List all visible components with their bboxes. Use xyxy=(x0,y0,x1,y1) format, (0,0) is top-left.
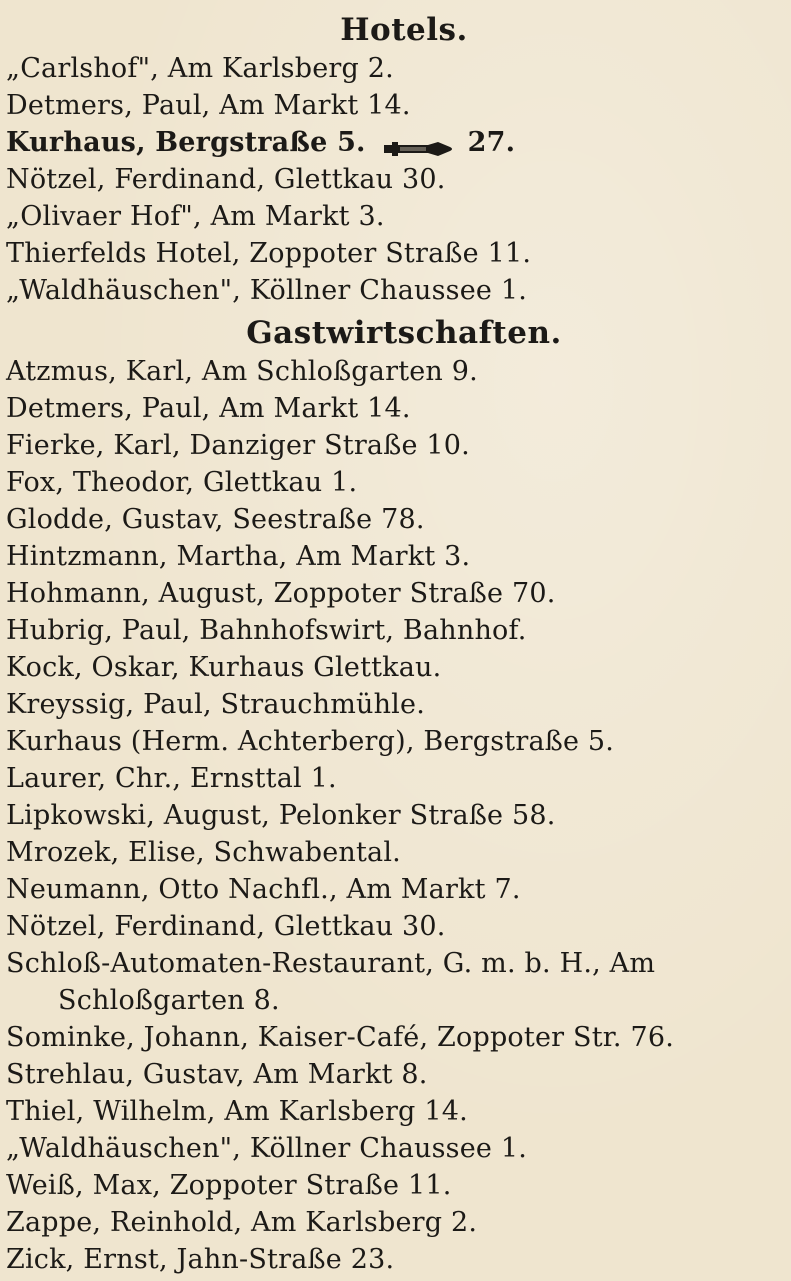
list-item: Atzmus, Karl, Am Schloßgarten 9. xyxy=(6,356,478,387)
list-item: Zick, Ernst, Jahn-Straße 23. xyxy=(6,1244,395,1275)
list-item: Detmers, Paul, Am Markt 14. xyxy=(6,90,411,121)
list-item: Detmers, Paul, Am Markt 14. xyxy=(6,393,411,424)
list-item: Neumann, Otto Nachfl., Am Markt 7. xyxy=(6,874,521,905)
list-item: „Waldhäuschen", Köllner Chaussee 1. xyxy=(6,275,528,306)
kurhaus-entry xyxy=(6,124,784,161)
list-item: Sominke, Johann, Kaiser-Café, Zoppoter Str. 76. xyxy=(6,1022,674,1053)
list-item: „Waldhäuschen", Köllner Chaussee 1. xyxy=(6,1133,528,1164)
list-item: Mrozek, Elise, Schwabental. xyxy=(6,837,401,868)
hotels-list xyxy=(6,50,784,309)
list-item: Fierke, Karl, Danziger Straße 10. xyxy=(6,430,470,461)
list-item: Thiel, Wilhelm, Am Karlsberg 14. xyxy=(6,1096,468,1127)
hotels-heading: Hotels. xyxy=(340,12,468,48)
list-item: Kock, Oskar, Kurhaus Glettkau. xyxy=(6,652,442,683)
list-item: Nötzel, Ferdinand, Glettkau 30. xyxy=(6,911,446,942)
list-item: Zappe, Reinhold, Am Karlsberg 2. xyxy=(6,1207,478,1238)
list-item: Hohmann, August, Zoppoter Straße 70. xyxy=(6,578,556,609)
pointing-hand-icon xyxy=(382,133,460,155)
list-item: Weiß, Max, Zoppoter Straße 11. xyxy=(6,1170,452,1201)
gastwirtschaften-heading: Gastwirtschaften. xyxy=(246,315,562,351)
directory-listing xyxy=(6,10,784,1278)
list-item: Nötzel, Ferdinand, Glettkau 30. xyxy=(6,164,446,195)
list-item-continuation: Schloßgarten 8. xyxy=(58,985,280,1016)
list-item: Kurhaus (Herm. Achterberg), Bergstraße 5. xyxy=(6,726,615,757)
list-item: Strehlau, Gustav, Am Markt 8. xyxy=(6,1059,428,1090)
list-item: „Olivaer Hof", Am Markt 3. xyxy=(6,201,385,232)
list-item: Lipkowski, August, Pelonker Straße 58. xyxy=(6,800,556,831)
list-item: Schloß-Automaten-Restaurant, G. m. b. H., Am xyxy=(6,948,656,979)
list-item: Hintzmann, Martha, Am Markt 3. xyxy=(6,541,471,572)
list-item: Laurer, Chr., Ernsttal 1. xyxy=(6,763,337,794)
list-item: Kreyssig, Paul, Strauchmühle. xyxy=(6,689,425,720)
gastwirtschaften-list xyxy=(6,353,784,1278)
kurhaus-text: Kurhaus, Bergstraße 5. xyxy=(6,127,366,158)
list-item: „Carlshof", Am Karlsberg 2. xyxy=(6,53,394,84)
list-item: Fox, Theodor, Glettkau 1. xyxy=(6,467,358,498)
list-item: Hubrig, Paul, Bahnhofswirt, Bahnhof. xyxy=(6,615,527,646)
kurhaus-number: 27. xyxy=(467,127,516,158)
list-item: Glodde, Gustav, Seestraße 78. xyxy=(6,504,425,535)
list-item: Thierfelds Hotel, Zoppoter Straße 11. xyxy=(6,238,532,269)
